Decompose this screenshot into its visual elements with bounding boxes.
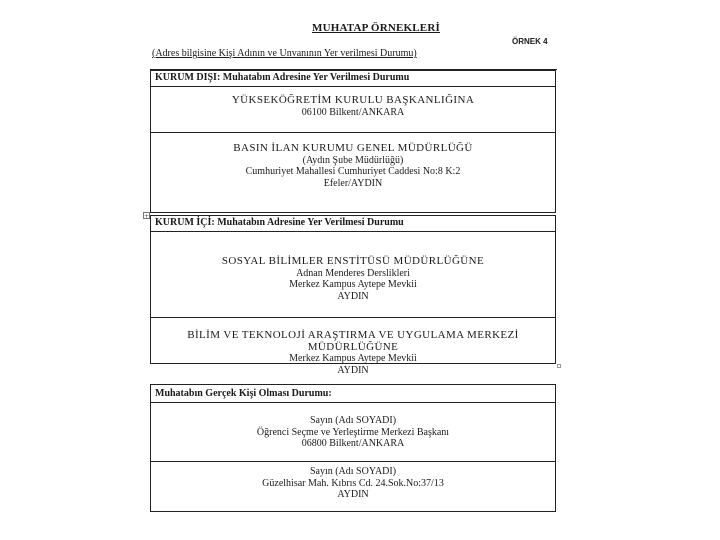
person-address-table (150, 384, 556, 512)
resize-handle-icon[interactable] (557, 364, 561, 368)
table-row (151, 403, 555, 462)
address-line: AYDIN (337, 489, 369, 500)
address-line: Efeler/AYDIN (323, 177, 383, 189)
address-line: (Aydın Şube Müdürlüğü) (302, 154, 404, 166)
recipient-name: Sayın (Adı SOYADI) (309, 466, 397, 477)
address-line: Güzelhisar Mah. Kıbrıs Cd. 24.Sok.No:37/13 (262, 477, 444, 489)
section-heading-external: KURUM DIŞI: Muhatabın Adresine Yer Verilmesi Durumu (151, 71, 555, 87)
table-row (151, 462, 555, 511)
page-title: MUHATAP ÖRNEKLERİ (312, 22, 440, 34)
address-line: Cumhuriyet Mahallesi Cumhuriyet Caddesi No:8 K:2 (245, 166, 461, 177)
internal-address-table (150, 215, 556, 376)
address-line: AYDIN (337, 290, 369, 302)
address-line: Adnan Menderes Derslikleri (296, 267, 410, 279)
recipient-name: BİLİM VE TEKNOLOJİ ARAŞTIRMA VE UYGULAMA MERKEZİ MÜDÜRLÜĞÜNE (187, 329, 519, 353)
table-row (151, 232, 555, 318)
recipient-name: Sayın (Adı SOYADI) (309, 415, 397, 426)
section-heading-internal: KURUM İÇİ: Muhatabın Adresine Yer Verilmesi Durumu (151, 216, 555, 232)
address-line: Merkez Kampus Aytepe Mevkii (289, 279, 417, 290)
address-line: 06100 Bilkent/ANKARA (301, 106, 405, 118)
address-line: Öğrenci Seçme ve Yerleştirme Merkezi Başkanı (256, 426, 450, 438)
example-tag: ÖRNEK 4 (512, 37, 548, 46)
recipient-name: SOSYAL BİLİMLER ENSTİTÜSÜ MÜDÜRLÜĞÜNE (221, 255, 485, 267)
address-line: 06800 Bilkent/ANKARA (301, 438, 405, 449)
page-subtitle: (Adres bilgisine Kişi Adının ve Unvanının Yer verilmesi Durumu) (152, 48, 417, 59)
section-heading-person: Muhatabın Gerçek Kişi Olması Durumu: (151, 385, 555, 403)
table-row (151, 87, 555, 133)
address-line: AYDIN (337, 364, 369, 376)
table-row (151, 318, 555, 376)
recipient-name: YÜKSEKÖĞRETİM KURULU BAŞKANLIĞINA (231, 94, 475, 106)
external-address-table (150, 70, 556, 213)
recipient-name: BASIN İLAN KURUMU GENEL MÜDÜRLÜĞÜ (233, 142, 473, 154)
address-line: Merkez Kampus Aytepe Mevkii (289, 353, 417, 364)
table-row (151, 133, 555, 212)
move-anchor-icon[interactable]: + (144, 213, 150, 220)
